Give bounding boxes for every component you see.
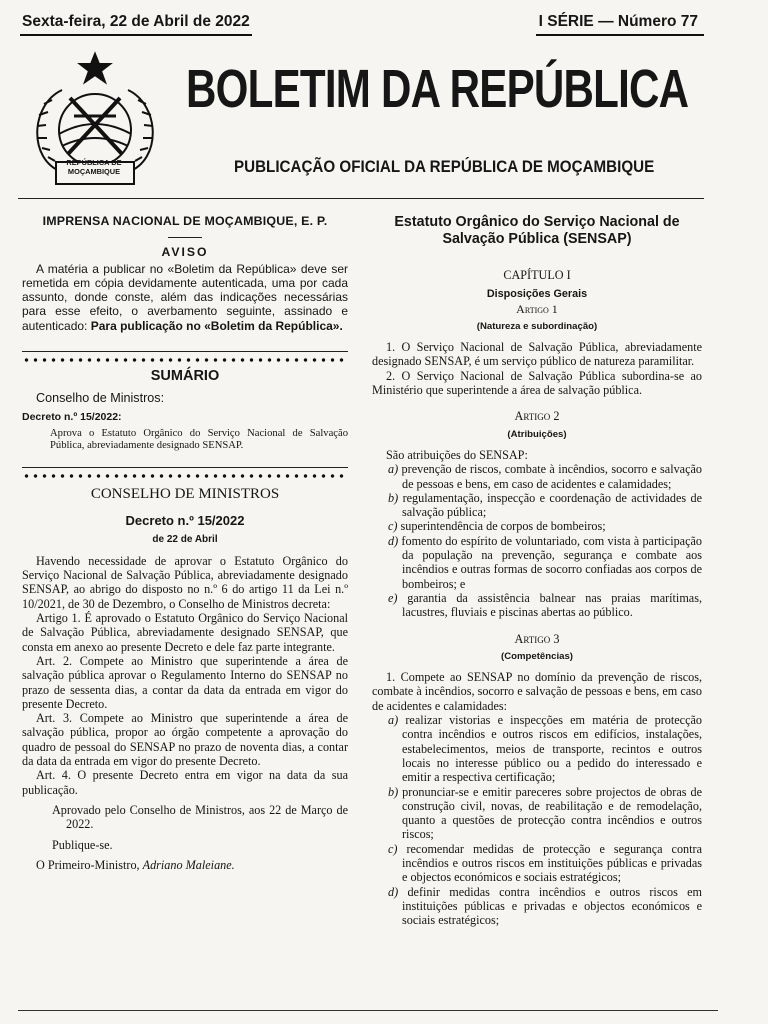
approval-note: Aprovado pelo Conselho de Ministros, aos 22 de Março de 2022. [52, 802, 348, 832]
right-column [372, 214, 702, 927]
item-letter: d) [388, 884, 399, 899]
aviso-text: A matéria a publicar no «Boletim da República» deve ser remetida em cópia devidamente autenticada, uma por cada assunto, donde conste, além das indicações necessárias para esse efeito, o averbamento seguinte, assinado e autenticado: [22, 261, 348, 333]
sumario-description: Aprova o Estatuto Orgânico do Serviço Nacional de Salvação Pública, abreviadamente designado SENSAP. [50, 427, 348, 452]
publish-note: Publique-se. [52, 837, 113, 852]
item-text: prevenção de riscos, combate à incêndios, socorro e salvação de pessoas e bens, em caso de acidentes e calamidades; [401, 462, 703, 491]
signature-prefix: O Primeiro-Ministro, [36, 857, 143, 872]
article-heading: Artigo 3 [514, 631, 560, 646]
item-text: realizar vistorias e inspecções em matéria de protecção contra incêndios e outros riscos em edifícios, instalações, estabelecimentos, meios de transporte, recintos e outros locais no interesse público ou a pedido do interessado e emitir a respectiva certificação; [402, 713, 703, 785]
chapter-title: CAPÍTULO I [503, 268, 571, 282]
chapter-subtitle: Disposições Gerais [486, 288, 588, 301]
item-text: regulamentação, inspecção e coordenação de actividades de salvação pública; [402, 490, 703, 520]
article-subheading: (Natureza e subordinação) [476, 320, 598, 332]
list-item [372, 519, 702, 533]
list-item [372, 591, 702, 620]
item-text: fomento do espírito de voluntariado, com vista à participação da população na prevenção, segurança e combate aos incêndios e outras formas de socorro confiadas aos corpos de bombeiros; e [401, 533, 702, 591]
masthead-title: BOLETIM DA REPÚBLICA [186, 59, 689, 119]
article-subheading: (Atribuições) [507, 428, 567, 440]
item-letter: d) [388, 533, 399, 548]
issue-date: Sexta-feira, 22 de Abril de 2022 [22, 13, 250, 30]
list-item [372, 534, 702, 591]
decree-paragraph: Art. 4. O presente Decreto entra em vigor na data da sua publicação. [22, 768, 348, 797]
decree-date: de 22 de Abril [152, 533, 218, 545]
masthead-subtitle: PUBLICAÇÃO OFICIAL DA REPÚBLICA DE MOÇAMBIQUE [234, 158, 655, 176]
item-text: superintendência de corpos de bombeiros; [400, 519, 606, 534]
item-text: pronunciar-se e emitir pareceres sobre projectos de obras de construção civil, novas, de reabilitação e de remodelação, quanto a questões de protecção contra incêndios e outros riscos; [402, 784, 703, 842]
sumario-body: Conselho de Ministros: [36, 391, 165, 406]
dotted-divider [22, 357, 348, 363]
header-rule-left [20, 34, 252, 36]
sumario-title: SUMÁRIO [150, 368, 220, 385]
item-letter: b) [388, 784, 399, 799]
dotted-divider [22, 473, 348, 479]
short-divider [168, 237, 202, 238]
header-divider [18, 198, 704, 199]
list-item [372, 842, 702, 885]
page-bottom-edge [18, 1010, 718, 1011]
emblem-banner-text: REPÚBLICA DE MOÇAMBIQUE [66, 158, 122, 176]
article-intro: São atribuições do SENSAP: [386, 447, 528, 462]
article-subheading: (Competências) [501, 650, 573, 662]
decree-paragraph: Artigo 1. É aprovado o Estatuto Orgânico do Serviço Nacional de Salvação Pública, abreviadamente designado SENSAP, que consta em anexo ao presente Decreto e dele faz parte integrante. [22, 611, 348, 654]
item-letter: a) [388, 462, 399, 477]
statute-title: Estatuto Orgânico do Serviço Nacional de Salvação Pública (SENSAP) [394, 214, 680, 247]
left-column [22, 214, 348, 872]
article-heading: Artigo 1 [516, 301, 558, 316]
council-title: CONSELHO DE MINISTROS [90, 485, 280, 502]
aviso-bold-text: Para publicação no «Boletim da República». [90, 318, 343, 333]
signature-name: Adriano Maleiane. [142, 857, 235, 872]
decree-paragraph: Havendo necessidade de aprovar o Estatuto Orgânico do Serviço Nacional de Salvação Pública, abreviadamente designado SENSAP, ao abrigo do disposto no n.º 6 do artigo 11 da Lei n.º 10/2021, de 30 de Dezembro, o Conselho de Ministros decreta: [22, 553, 348, 611]
aviso-title: AVISO [161, 245, 209, 260]
list-item [372, 462, 702, 491]
item-letter: c) [388, 519, 398, 534]
decree-paragraph: Art. 3. Compete ao Ministro que superintende a área de salvação pública, propor ao órgão competente a aprovação do quadro de pessoal do SENSAP no prazo de noventa dias, a contar da data da entrada em vigor do presente Decreto. [22, 711, 348, 769]
list-item [372, 713, 702, 784]
divider-line [22, 467, 348, 468]
item-letter: e) [388, 590, 398, 605]
header-rule-right [536, 34, 704, 36]
sumario-decree: Decreto n.º 15/2022: [22, 410, 122, 423]
item-letter: a) [388, 713, 399, 728]
item-text: recomendar medidas de protecção e segurança contra incêndios e outros riscos em instituições públicas e privadas e objectos económicos e sociais estratégicos; [402, 841, 703, 885]
item-text: definir medidas contra incêndios e outros riscos em instituições públicas e privadas e objectos económicos e sociais estratégicos; [402, 884, 702, 928]
item-text: garantia da assistência balnear nas praias marítimas, lacustres, fluviais e piscinas abertas ao público. [402, 590, 703, 620]
competences-list [372, 713, 702, 927]
issue-number: I SÉRIE — Número 77 [538, 13, 698, 30]
article-heading: Artigo 2 [514, 409, 560, 424]
article-intro: 1. Compete ao SENSAP no domínio da prevenção de riscos, combate à incêndios, socorro e salvação de pessoas e bens, em caso de acidentes e calamidades: [372, 670, 702, 713]
list-item [372, 885, 702, 928]
list-item [372, 491, 702, 520]
decree-title: Decreto n.º 15/2022 [125, 513, 245, 529]
article-paragraph: 1. O Serviço Nacional de Salvação Pública, abreviadamente designado SENSAP, é um serviço público de natureza paramilitar. [372, 340, 702, 369]
item-letter: b) [388, 490, 399, 505]
article-paragraph: 2. O Serviço Nacional de Salvação Pública subordina-se ao Ministério que superintende a área de salvação pública. [372, 368, 702, 398]
press-name: IMPRENSA NACIONAL DE MOÇAMBIQUE, E. P. [42, 214, 328, 228]
item-letter: c) [388, 841, 398, 856]
divider-line [22, 351, 348, 352]
list-item [372, 785, 702, 842]
attributions-list [372, 462, 702, 619]
decree-paragraph: Art. 2. Compete ao Ministro que superintende a área de salvação pública aprovar o Regulamento Interno do SENSAP no prazo de sessenta dias, a contar da data da entrada em vigor do presente Decreto. [22, 653, 348, 711]
